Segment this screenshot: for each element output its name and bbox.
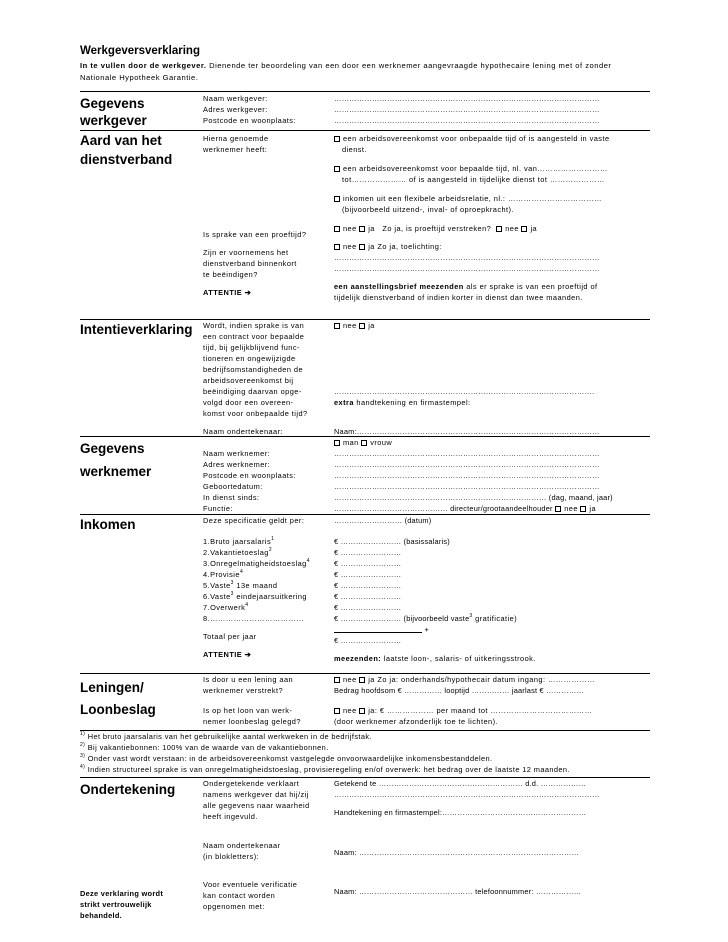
option-onbepaalde-tijd: een arbeidsovereenkomst voor onbepaalde tijd of is aangesteld in vaste bbox=[343, 134, 610, 143]
page-title: Werkgeversverklaring bbox=[80, 45, 200, 57]
field-getekend-te[interactable]: Getekend te ………………………………………………… d.d. ……………… bbox=[334, 779, 587, 788]
ondertekening-fields bbox=[334, 778, 650, 928]
field-functie[interactable]: ……………………………………… directeur/grootaandeelhouder bbox=[334, 504, 553, 513]
heading-line1: Leningen/ bbox=[80, 680, 144, 695]
section-leningen bbox=[80, 673, 650, 730]
intentie-label-2: een contract voor bepaalde bbox=[203, 332, 305, 341]
field-verificatie[interactable]: Naam: ……………………………………… telefoonnummer: ……………… bbox=[334, 887, 582, 896]
label-beslag-1: Is op het loon van werk- bbox=[203, 706, 293, 715]
intro-text bbox=[80, 60, 650, 84]
beslag-note: (door werknemer afzonderlijk toe te lichten). bbox=[334, 717, 499, 726]
ondertekening-label-1: Ondergetekende verklaart bbox=[203, 779, 300, 788]
ondertekening-label-2: namens werkgever dat hij/zij bbox=[203, 790, 309, 799]
voornemen-ja-label: ja Zo ja, toelichting: bbox=[368, 242, 442, 251]
field-ondertekening-dots[interactable]: …………………………………………………………………………………………… bbox=[334, 790, 600, 799]
naam-blok-label-1: Naam ondertekenaar bbox=[203, 841, 281, 850]
field-lening-details[interactable]: Bedrag hoofdsom € …………… looptijd …………… jaarlast € …………… bbox=[334, 686, 585, 695]
checkbox-lening-ja[interactable] bbox=[359, 677, 365, 683]
confid-line-3: behandeld. bbox=[80, 911, 123, 920]
label-voornemen-2: dienstverband binnenkort bbox=[203, 259, 297, 268]
field-adres-werkgever[interactable]: …………………………………………………………………………………………… bbox=[334, 105, 600, 114]
footnote-3: $^{3)}$ Onder vast wordt verstaan: in de arbeidsovereenkomst vastgelegde onvoorwaardelijke inkomensbestanddelen. bbox=[80, 753, 493, 763]
income-item-2: 2.Vakantietoeslag$^2$ bbox=[203, 547, 273, 557]
section-werknemer bbox=[80, 436, 650, 514]
field-postcode-werkgever[interactable]: …………………………………………………………………………………………… bbox=[334, 116, 600, 125]
leningen-fields bbox=[334, 674, 650, 730]
label-geboortedatum: Geboortedatum: bbox=[203, 482, 263, 491]
field-specificatie[interactable]: ……………………… (datum) bbox=[334, 516, 432, 525]
field-geboortedatum[interactable]: …………………………………………………………………………………………… bbox=[334, 482, 600, 491]
section-dienstverband bbox=[80, 130, 650, 319]
checkbox-onbepaalde-tijd[interactable] bbox=[334, 136, 340, 142]
option-bepaalde-tijd-2: tot………………… of is aangesteld in tijdelijke dienst tot ………………… bbox=[342, 175, 605, 184]
section-heading-werknemer bbox=[80, 437, 203, 514]
meezenden-rest: laatste loon-, salaris- of uitkeringsstrook. bbox=[381, 654, 536, 663]
checkbox-verstreken-ja[interactable] bbox=[521, 226, 527, 232]
field-eindejaarsuitkering[interactable]: € …………………… bbox=[334, 592, 402, 601]
vrouw-label: vrouw bbox=[370, 438, 393, 447]
checkbox-proeftijd-ja[interactable] bbox=[359, 226, 365, 232]
field-naam-blokletters[interactable]: Naam: …………………………………………………………………………… bbox=[334, 848, 580, 857]
beslag-ja-label: ja: € ……………… per maand tot ………………………………… bbox=[368, 706, 593, 715]
intentie-label-1: Wordt, indien sprake is van bbox=[203, 321, 305, 330]
dga-ja-label: ja bbox=[589, 504, 597, 513]
field-onregelmatigheid[interactable]: € …………………… bbox=[334, 559, 402, 568]
income-item-7: 7.Overwerk$^4$ bbox=[203, 602, 249, 612]
label-in-dienst-sinds: In dienst sinds: bbox=[203, 493, 260, 502]
section-heading-inkomen: Inkomen bbox=[80, 517, 136, 532]
werkgever-fields bbox=[334, 92, 650, 130]
field-postcode-werknemer[interactable]: …………………………………………………………………………………………… bbox=[334, 471, 600, 480]
footnotes bbox=[80, 730, 650, 777]
label-voornemen-3: te beëindigen? bbox=[203, 270, 258, 279]
label-naam-werknemer: Naam werknemer: bbox=[203, 449, 271, 458]
werknemer-labels bbox=[203, 437, 334, 514]
intro-bold: In te vullen door de werkgever. bbox=[80, 61, 207, 70]
section-heading-werkgever bbox=[80, 92, 203, 130]
section-heading-dienstverband bbox=[80, 131, 203, 319]
intro-rest: Dienende ter beoordeling van een door een werknemer aangevraagde hypothecaire lening met of zonder bbox=[206, 61, 612, 70]
section-heading-ondertekening: Ondertekening bbox=[80, 782, 176, 797]
label-lening-1: Is door u een lening aan bbox=[203, 675, 294, 684]
confid-line-2: strikt vertrouwelijk bbox=[80, 900, 152, 909]
label-naam-werkgever: Naam werkgever: bbox=[203, 94, 268, 103]
checkbox-verstreken-nee[interactable] bbox=[496, 226, 502, 232]
heading-line2: dienstverband bbox=[80, 152, 173, 167]
field-naam-werknemer[interactable]: …………………………………………………………………………………………… bbox=[334, 449, 600, 458]
checkbox-lening-nee[interactable] bbox=[334, 677, 340, 683]
checkbox-vrouw[interactable] bbox=[361, 440, 367, 446]
label-totaal: Totaal per jaar bbox=[203, 632, 257, 641]
intro-line2: Nationale Hypotheek Garantie. bbox=[80, 73, 199, 82]
dienstverband-options bbox=[334, 131, 650, 319]
field-toelichting-2[interactable]: …………………………………………………………………………………………… bbox=[334, 264, 600, 273]
plus-sign: + bbox=[424, 625, 430, 634]
checkbox-dga-nee[interactable] bbox=[555, 506, 561, 512]
section-inkomen bbox=[80, 514, 650, 673]
footnote-2: $^{2)}$ Bij vakantiebonnen: 100% van de waarde van de vakantiebonnen. bbox=[80, 742, 329, 752]
checkbox-beslag-ja[interactable] bbox=[359, 708, 365, 714]
field-bruto-jaarsalaris[interactable]: € …………………… (basissalaris) bbox=[334, 537, 450, 546]
heading-line1: Aard van het bbox=[80, 133, 162, 148]
option-onbepaalde-tijd-2: dienst. bbox=[342, 145, 367, 154]
label-lening-2: werknemer verstrekt? bbox=[203, 686, 284, 695]
field-naam-werkgever[interactable]: …………………………………………………………………………………………… bbox=[334, 94, 600, 103]
checkbox-voornemen-ja[interactable] bbox=[359, 244, 365, 250]
option-flexibel: inkomen uit een flexibele arbeidsrelatie, nl.: ……………………………… bbox=[343, 194, 603, 203]
meezenden-bold: meezenden: bbox=[334, 654, 382, 663]
label-proeftijd: Is sprake van een proeftijd? bbox=[203, 230, 307, 239]
intentie-label-3: tijd, bij gelijkblijvend func- bbox=[203, 343, 300, 352]
intentie-fields bbox=[334, 320, 650, 436]
intentie-label-5: bedrijfsomstandigheden de bbox=[203, 365, 303, 374]
verif-label-1: Voor eventuele verificatie bbox=[203, 880, 298, 889]
intentie-label-6: arbeidsovereenkomst bij bbox=[203, 376, 294, 385]
attentie-line2: tijdelijk dienstverband of indien korter in dienst dan twee maanden. bbox=[334, 293, 583, 302]
leningen-labels bbox=[203, 674, 334, 730]
proeftijd-question: Zo ja, is proeftijd verstreken? bbox=[382, 224, 492, 233]
verif-label-3: opgenomen met: bbox=[203, 902, 265, 911]
label-adres-werkgever: Adres werkgever: bbox=[203, 105, 268, 114]
ondertekening-left bbox=[80, 778, 203, 928]
heading-line2: Loonbeslag bbox=[80, 702, 156, 717]
extra-rest: handtekening en firmastempel: bbox=[353, 398, 471, 407]
field-overwerk[interactable]: € …………………… bbox=[334, 603, 402, 612]
option-flexibel-2: (bijvoorbeeld uitzend-, inval- of oproepkracht). bbox=[342, 205, 514, 214]
heading-line2: werknemer bbox=[80, 464, 152, 479]
section-ondertekening bbox=[80, 777, 650, 928]
voornemen-nee-label: nee bbox=[343, 242, 357, 251]
income-item-5: 5.Vaste$^3$ 13e maand bbox=[203, 580, 278, 590]
lening-nee-label: nee bbox=[343, 675, 357, 684]
intentie-ja-label: ja bbox=[368, 321, 375, 330]
label-werknemer-heeft: werknemer heeft: bbox=[203, 145, 268, 154]
inkomen-labels bbox=[203, 515, 334, 673]
footnote-1: $^{1)}$ Het bruto jaarsalaris van het gebruikelijke aantal werkweken in de bedrijfstak. bbox=[80, 731, 372, 741]
field-totaal[interactable]: € …………………… bbox=[334, 636, 402, 645]
income-item-6: 6.Vaste$^3$ eindejaarsuitkering bbox=[203, 591, 307, 601]
checkbox-dga-ja[interactable] bbox=[580, 506, 586, 512]
intentie-label-8: volgd door een overeen- bbox=[203, 398, 294, 407]
attentie-bold: een aanstellingsbrief meezenden bbox=[334, 282, 464, 291]
checkbox-bepaalde-tijd[interactable] bbox=[334, 166, 340, 172]
intentie-label-7: beëindiging daarvan opge- bbox=[203, 387, 302, 396]
label-adres-werknemer: Adres werknemer: bbox=[203, 460, 271, 469]
footnote-4: $^{4)}$ Indien structureel sprake is van onregelmatigheidstoeslag, provisieregeling en/of overwerk: het bedrag over de laatste 12 maanden. bbox=[80, 764, 570, 774]
field-toelichting-1[interactable]: …………………………………………………………………………………………… bbox=[334, 253, 600, 262]
field-overig[interactable]: € …………………… (bijvoorbeeld vaste$^3$ gratificatie) bbox=[334, 613, 518, 623]
field-in-dienst-sinds[interactable]: ………………………………………………………………………… (dag, maand, jaar) bbox=[334, 493, 613, 502]
label-postcode-werkgever: Postcode en woonplaats: bbox=[203, 116, 296, 125]
income-item-3: 3.Onregelmatigheidstoeslag$^4$ bbox=[203, 558, 310, 568]
confidential-note bbox=[80, 888, 163, 921]
attentie-label: ATTENTIE ➔ bbox=[203, 288, 252, 297]
label-beslag-2: nemer loonbeslag gelegd? bbox=[203, 717, 301, 726]
heading-line1: Gegevens bbox=[80, 96, 145, 111]
section-werkgever bbox=[80, 91, 650, 130]
field-13e-maand[interactable]: € …………………… bbox=[334, 581, 402, 590]
field-handtekening[interactable]: Handtekening en firmastempel:………………………………………………… bbox=[334, 808, 587, 817]
section-heading-intentie: Intentieverklaring bbox=[80, 322, 193, 337]
beslag-nee-label: nee bbox=[343, 706, 357, 715]
heading-line1: Gegevens bbox=[80, 441, 145, 456]
income-item-4: 4.Provisie$^4$ bbox=[203, 569, 244, 579]
intentie-labels bbox=[203, 320, 334, 436]
intentie-label-4: tioneren en ongewijzigde bbox=[203, 354, 296, 363]
intentie-nee-label: nee bbox=[343, 321, 357, 330]
extra-bold: extra bbox=[334, 398, 354, 407]
field-vakantietoeslag[interactable]: € …………………… bbox=[334, 548, 402, 557]
field-provisie[interactable]: € …………………… bbox=[334, 570, 402, 579]
checkbox-proeftijd-nee[interactable] bbox=[334, 226, 340, 232]
checkbox-beslag-nee[interactable] bbox=[334, 708, 340, 714]
verif-label-2: kan contact worden bbox=[203, 891, 276, 900]
dienstverband-labels bbox=[203, 131, 334, 319]
ondertekening-label-3: alle gegevens naar waarheid bbox=[203, 801, 310, 810]
checkbox-intentie-ja[interactable] bbox=[359, 323, 365, 329]
sum-line bbox=[334, 624, 650, 635]
label-specificatie: Deze specificatie geldt per: bbox=[203, 516, 305, 525]
ondertekening-labels bbox=[203, 778, 334, 928]
inkomen-fields bbox=[334, 515, 650, 673]
checkbox-flexibel[interactable] bbox=[334, 196, 340, 202]
income-item-8: 8.……………………………… bbox=[203, 614, 305, 623]
proeftijd-ja-label: ja bbox=[368, 224, 375, 233]
label-postcode-werknemer: Postcode en woonplaats: bbox=[203, 471, 296, 480]
section-heading-leningen bbox=[80, 674, 203, 730]
attentie-rest: als er sprake is van een proeftijd of bbox=[463, 282, 598, 291]
ondertekening-label-4: heeft ingevuld. bbox=[203, 812, 258, 821]
proeftijd-options bbox=[334, 223, 650, 234]
label-voornemen-1: Zijn er voornemens het bbox=[203, 248, 289, 257]
man-label: man bbox=[343, 438, 359, 447]
label-naam-ondertekenaar: Naam ondertekenaar: bbox=[203, 427, 284, 436]
werknemer-fields bbox=[334, 437, 650, 514]
werkgever-labels bbox=[203, 92, 334, 130]
verstreken-ja-label: ja bbox=[530, 224, 538, 233]
proeftijd-nee-label: nee bbox=[343, 224, 357, 233]
inkomen-attentie-label: ATTENTIE ➔ bbox=[203, 650, 252, 659]
heading-line2: werkgever bbox=[80, 113, 147, 128]
field-intentie-dots[interactable]: …………………………………………………………………………………………. bbox=[334, 387, 595, 396]
lening-ja-label: ja Zo ja: onderhands/hypothecair datum ingang: ……………… bbox=[368, 675, 595, 684]
confid-line-1: Deze verklaring wordt bbox=[80, 889, 164, 898]
field-naam-ondertekenaar[interactable]: Naam:…………………………………………………………………………………… bbox=[334, 427, 600, 436]
intentie-label-9: komst voor onbepaalde tijd? bbox=[203, 409, 308, 418]
checkbox-intentie-nee[interactable] bbox=[334, 323, 340, 329]
label-hierna: Hierna genoemde bbox=[203, 134, 269, 143]
income-item-1: 1.Bruto jaarsalaris$^1$ bbox=[203, 536, 275, 546]
option-bepaalde-tijd: een arbeidsovereenkomst voor bepaalde tijd, nl. van……………………… bbox=[343, 164, 608, 173]
checkbox-voornemen-nee[interactable] bbox=[334, 244, 340, 250]
naam-blok-label-2: (in blokletters): bbox=[203, 852, 260, 861]
checkbox-man[interactable] bbox=[334, 440, 340, 446]
form-page bbox=[80, 44, 650, 928]
dga-nee-label: nee bbox=[564, 504, 578, 513]
section-intentie bbox=[80, 319, 650, 436]
label-functie: Functie: bbox=[203, 504, 233, 513]
field-adres-werknemer[interactable]: …………………………………………………………………………………………… bbox=[334, 460, 600, 469]
verstreken-nee-label: nee bbox=[505, 224, 519, 233]
